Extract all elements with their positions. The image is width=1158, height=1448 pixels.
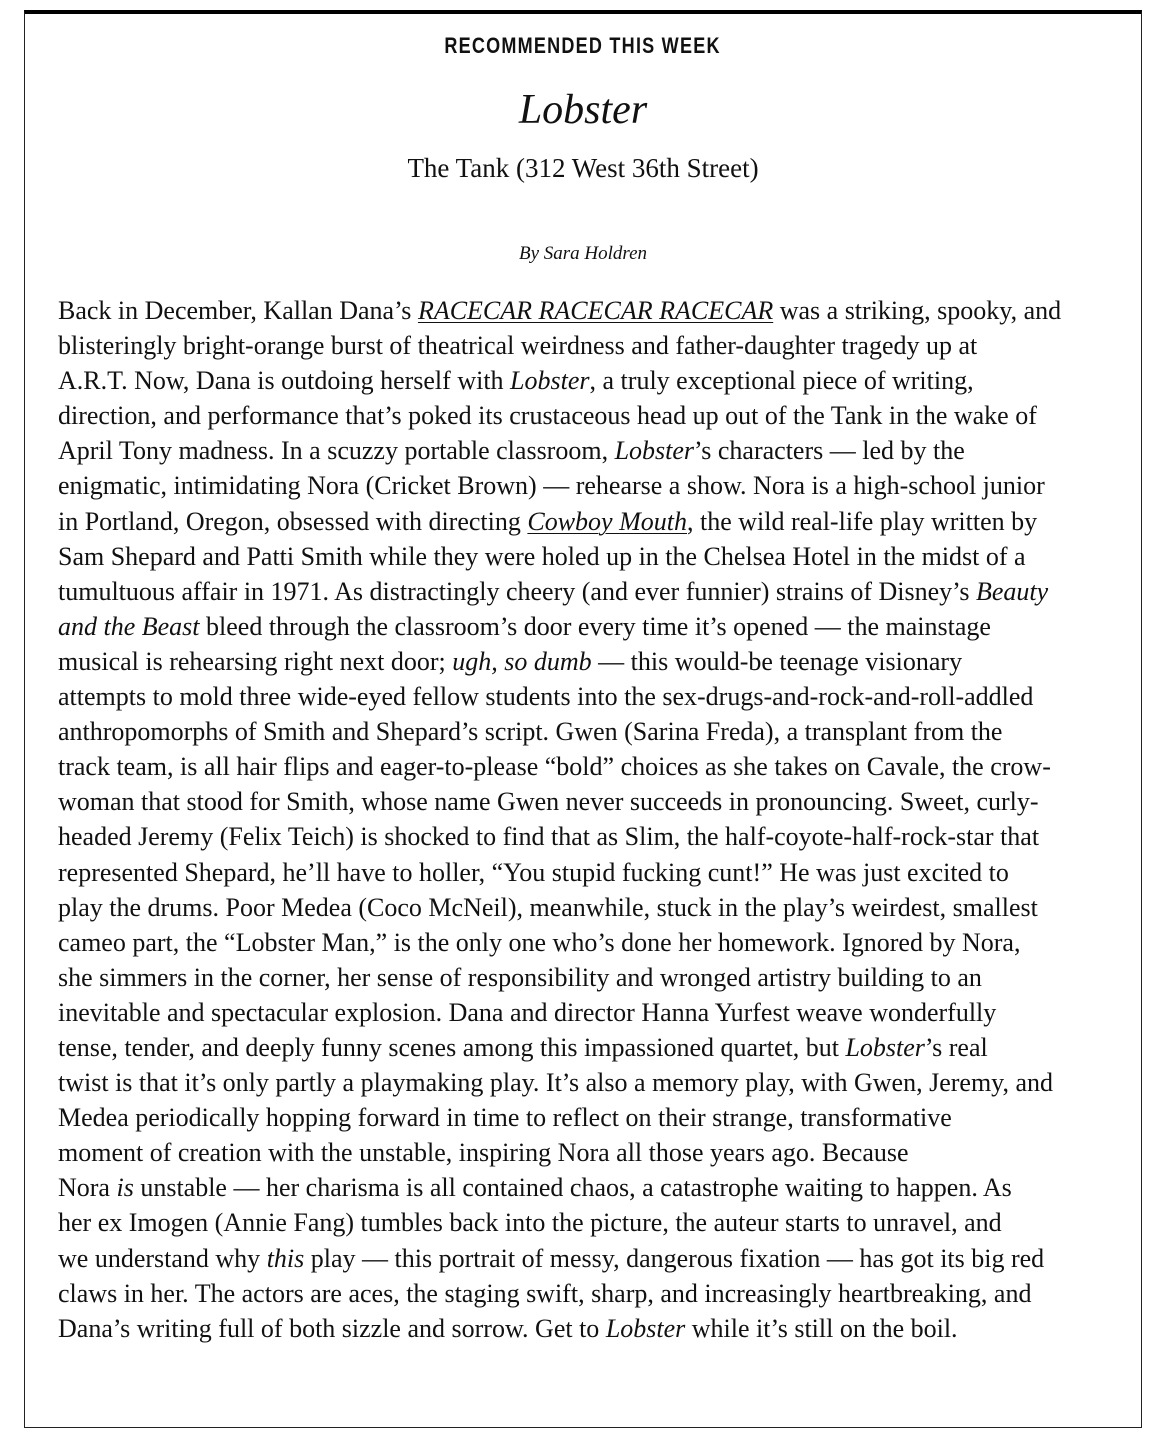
review-line <box>58 539 1128 574</box>
body-text: track team, is all hair flips and eager-to-please “bold” choices as she takes on Cavale, the crow- <box>58 752 1051 782</box>
body-text: her ex Imogen (Annie Fang) tumbles back into the picture, the auteur starts to unravel, and <box>58 1208 1002 1238</box>
body-text: we understand why <box>58 1243 267 1273</box>
body-text: inevitable and spectacular explosion. Dana and director Hanna Yurfest weave wonderfully <box>58 997 997 1027</box>
body-text: A.R.T. Now, Dana is outdoing herself with <box>58 366 511 396</box>
body-text: play the drums. Poor Medea (Coco McNeil), meanwhile, stuck in the play’s weirdest, smallest <box>58 892 1038 922</box>
review-line <box>58 995 1128 1030</box>
recommendation-card <box>24 10 1142 1428</box>
body-text: , a truly exceptional piece of writing, <box>589 366 974 396</box>
body-text: enigmatic, intimidating Nora (Cricket Brown) — rehearse a show. Nora is a high-school junior <box>58 471 1045 501</box>
body-text: she simmers in the corner, her sense of responsibility and wronged artistry building to an <box>58 962 982 992</box>
section-kicker <box>25 33 1141 59</box>
body-text: represented Shepard, he’ll have to holler, “You stupid fucking cunt!” He was just excited to <box>58 857 1009 887</box>
body-text: direction, and performance that’s poked its crustaceous head up out of the Tank in the wake of <box>58 401 1037 431</box>
review-line <box>58 293 1128 328</box>
review-line <box>58 749 1128 784</box>
italic-text: ugh, so dumb <box>452 646 592 676</box>
body-text: Medea periodically hopping forward in time to reflect on their strange, transformative <box>58 1103 952 1133</box>
body-text: — this would-be teenage visionary <box>591 646 963 676</box>
body-text: blisteringly bright-orange burst of theatrical weirdness and father-daughter tragedy up at <box>58 331 978 361</box>
body-text: unstable — her charisma is all contained chaos, a catastrophe waiting to happen. As <box>133 1173 1012 1203</box>
body-text: ’s characters — led by the <box>694 436 965 466</box>
review-line <box>58 1276 1128 1311</box>
play-title: Lobster <box>518 87 648 133</box>
body-text: April Tony madness. In a scuzzy portable classroom, <box>58 436 615 466</box>
body-text: play — this portrait of messy, dangerous fixation — has got its big red <box>304 1243 1045 1273</box>
italic-text: and the Beast <box>58 611 200 641</box>
body-text: Dana’s writing full of both sizzle and sorrow. Get to <box>58 1313 606 1343</box>
body-text: anthropomorphs of Smith and Shepard’s script. Gwen (Sarina Freda), a transplant from the <box>58 717 1003 747</box>
review-line <box>58 1205 1128 1240</box>
kicker-label: RECOMMENDED THIS WEEK <box>444 33 722 58</box>
byline: By Sara Holdren <box>518 243 648 264</box>
body-text: while it’s still on the boil. <box>685 1313 958 1343</box>
body-text: attempts to mold three wide-eyed fellow students into the sex-drugs-and-rock-and-roll-addled <box>58 682 1034 712</box>
body-text: was a striking, spooky, and <box>773 296 1062 325</box>
review-line <box>58 679 1128 714</box>
body-text: ’s real <box>924 1032 988 1062</box>
body-text: Sam Shepard and Patti Smith while they were holed up in the Chelsea Hotel in the midst of a <box>58 541 1026 571</box>
body-text: bleed through the classroom’s door every time it’s opened — the mainstage <box>199 611 991 641</box>
review-line <box>58 609 1128 644</box>
italic-text: is <box>116 1173 134 1203</box>
review-body <box>58 293 1128 1346</box>
review-line <box>58 784 1128 819</box>
italic-text: Lobster <box>845 1032 925 1062</box>
body-text: musical is rehearsing right next door; <box>58 646 453 676</box>
body-text: tumultuous affair in 1971. As distractingly cheery (and ever funnier) strains of Disney’s <box>58 576 976 606</box>
body-text: Nora <box>58 1173 117 1203</box>
review-line <box>58 1135 1128 1170</box>
italic-text: this <box>266 1243 305 1273</box>
review-line <box>58 960 1128 995</box>
review-line <box>58 890 1128 925</box>
body-text: in Portland, Oregon, obsessed with directing <box>58 506 528 536</box>
review-line <box>58 398 1128 433</box>
review-line <box>58 855 1128 890</box>
review-line <box>58 819 1128 854</box>
review-line <box>58 468 1128 503</box>
review-line <box>58 714 1128 749</box>
body-text: cameo part, the “Lobster Man,” is the only one who’s done her homework. Ignored by Nora, <box>58 927 1021 957</box>
venue: The Tank (312 West 36th Street) <box>407 153 759 183</box>
body-text: , the wild real-life play written by <box>686 506 1038 536</box>
review-line <box>58 1030 1128 1065</box>
review-line <box>58 574 1128 609</box>
italic-text: Beauty <box>975 576 1049 606</box>
body-text: claws in her. The actors are aces, the staging swift, sharp, and increasingly heartbreaking, and <box>58 1278 1032 1308</box>
body-text: headed Jeremy (Felix Teich) is shocked to find that as Slim, the half-coyote-half-rock-star that <box>58 822 1040 852</box>
review-line <box>58 644 1128 679</box>
title-link[interactable]: Cowboy Mouth <box>527 506 687 536</box>
review-line <box>58 1311 1128 1346</box>
review-line <box>58 433 1128 468</box>
review-line <box>58 925 1128 960</box>
body-text: twist is that it’s only partly a playmaking play. It’s also a memory play, with Gwen, Jeremy, and <box>58 1068 1054 1098</box>
body-text: Back in December, Kallan Dana’s <box>58 296 418 325</box>
body-text: woman that stood for Smith, whose name Gwen never succeeds in pronouncing. Sweet, curly- <box>58 787 1039 817</box>
review-line <box>58 363 1128 398</box>
body-text: tense, tender, and deeply funny scenes among this impassioned quartet, but <box>58 1032 846 1062</box>
body-text: moment of creation with the unstable, inspiring Nora all those years ago. Because <box>58 1138 909 1168</box>
italic-text: Lobster <box>510 366 590 396</box>
title-link[interactable]: RACECAR RACECAR RACECAR <box>417 296 774 325</box>
review-line <box>58 328 1128 363</box>
review-line <box>58 1241 1128 1276</box>
review-line <box>58 1170 1128 1205</box>
review-line <box>58 1100 1128 1135</box>
review-line <box>58 504 1128 539</box>
italic-text: Lobster <box>614 436 695 466</box>
review-line <box>58 1065 1128 1100</box>
italic-text: Lobster <box>605 1313 686 1343</box>
